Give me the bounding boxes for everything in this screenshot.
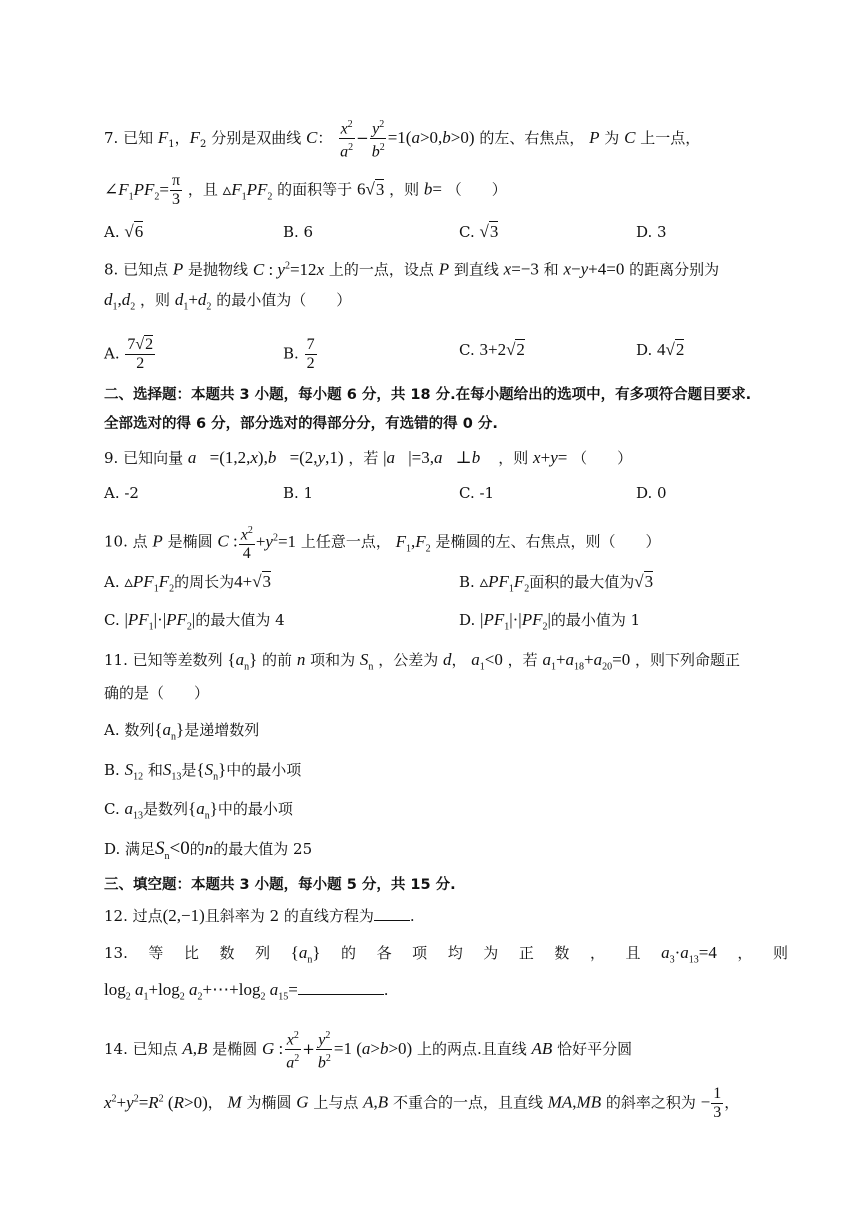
q7-option-a: A. √6	[104, 222, 144, 241]
q8-line2: $d_1,d_2$ ，则 $d_1+d_2$ 的最小值为（ ）	[104, 290, 352, 313]
q12-text: 且斜率为 2 的直线方程为	[204, 907, 374, 925]
q9-option-a: A. -2	[104, 484, 139, 502]
q10-option-c: C. $|PF_1|\cdot|PF_2|$的最大值为 4	[104, 610, 285, 633]
q11-text: 的前	[262, 651, 293, 669]
q11-line2: 确的是（ ）	[104, 684, 210, 702]
q9-text: ，若	[348, 449, 379, 467]
q10-text: 是椭圆	[167, 532, 213, 551]
q10-option-d: D. $|PF_1|\cdot|PF_2|$的最小值为 1	[459, 610, 641, 633]
q7-text: 上一点，	[640, 128, 701, 147]
q12-line1: 12. 过点(2,−1)且斜率为 2 的直线方程为 .	[104, 906, 415, 925]
q11-text: ，若	[507, 651, 538, 669]
section2-heading: 二、选择题：本题共 3 小题，每小题 6 分，共 18 分.在每小题给出的选项中，有多项符合题目要求.	[104, 387, 752, 403]
q12-answer-blank[interactable]	[374, 920, 410, 921]
q9-line1: 9. 已知向量 a⃗=(1,2,x),b⃗=(2,y,1) ，若 |a⃗|=3,a⃗⊥b⃗ ，则 x+y= （ ）	[104, 448, 633, 467]
q14-text: 是椭圆	[212, 1039, 258, 1058]
q7-text: ，则	[389, 180, 420, 199]
q11-text: ，公差为	[378, 651, 439, 669]
q8-line1: 8. 已知点 P 是抛物线 C : $y^2=12x$ 上的一点，设点 P 到直线 x=−3 和 x−y+4=0 的距离分别为	[104, 259, 720, 279]
q9-option-c: C. -1	[459, 484, 495, 502]
q10-option-a: A. $▵PF_1F_2$的周长为4+√3	[104, 572, 272, 595]
section3-heading: 三、填空题：本题共 3 小题，每小题 5 分，共 15 分.	[104, 877, 456, 893]
q11-text: ，则下列命题正	[635, 651, 741, 669]
q8-text: 和	[543, 260, 559, 279]
q10-text: 10. 点	[104, 532, 148, 551]
q8-text: ，则	[140, 291, 171, 309]
q14-text: 为椭圆	[246, 1093, 292, 1112]
q10-text: 是椭圆的左、右焦点，则（ ）	[435, 532, 661, 551]
q10-option-b: B. $▵PF_1F_2$面积的最大值为√3	[459, 572, 654, 595]
q7-text: 分别是双曲线	[211, 128, 302, 147]
q11-option-d: D. 满足$S_n<0$的n的最大值为 25	[104, 838, 313, 862]
q9-text: （ ）	[572, 449, 633, 467]
q13-answer-blank[interactable]	[298, 994, 384, 995]
q12-text: 12. 过点	[104, 907, 163, 925]
q7-line1: 7. 已知 $F_1$，$F_2$ 分别是双曲线 C： $\frac{x^2}{a^2}$ − $\frac{y^2}{b^2}$ =1(a>0,b>0) 的左、右焦点， P 为 C 上一点，	[104, 116, 788, 162]
q8-option-c: C. 3+2√2	[459, 340, 525, 359]
q8-text: 到直线	[453, 260, 499, 279]
q11-option-b: B. $S_{12}$ 和$S_{13}$是$\{S_n\}$中的最小项	[104, 760, 302, 783]
q14-line1: 14. 已知点 A,B 是椭圆 G : $\frac{x^2}{a^2}$ + $\frac{y^2}{b^2}$ =1 (a>b>0) 上的两点.且直线 AB 恰好平分圆	[104, 1027, 788, 1073]
q7-fraction-y: $\frac{y^2}{b^2}$	[370, 116, 387, 162]
q7-text: 的左、右焦点，	[479, 128, 585, 147]
q8-option-b: B. $\frac{7}{2}$	[283, 336, 315, 372]
q8-text: 的距离分别为	[629, 260, 720, 279]
q11-text: 11. 已知等差数列	[104, 651, 223, 669]
q7-text: （ ）	[446, 180, 507, 199]
q9-text: ，则	[498, 449, 529, 467]
q11-option-c: C. $a_{13}$是数列$\{a_n\}$中的最小项	[104, 799, 293, 822]
q7-text: 的面积等于	[277, 180, 353, 199]
q8-text: 是抛物线	[188, 260, 249, 279]
q7-option-c: C. √3	[459, 222, 499, 241]
q7-option-b: B. 6	[283, 223, 314, 241]
q7-text: 为	[604, 128, 620, 147]
q7-fraction-x: $\frac{x^2}{a^2}$	[338, 116, 355, 162]
q14-text: 上与点	[313, 1093, 359, 1112]
q8-text: 上的一点，设点	[328, 260, 434, 279]
q10-text: 上任意一点，	[300, 532, 391, 551]
q8-option-a: A. $\frac{7√2}{2}$	[104, 336, 154, 372]
q13-line1: 13. 等 比 数 列 $\{a_n\}$ 的 各 项 均 为 正 数 ， 且 $a_3\cdot a_{13}=4$ ， 则	[104, 943, 788, 966]
section2-heading-2: 全部选对的得 6 分，部分选对的得部分分，有选错的得 0 分.	[104, 416, 498, 432]
q8-text: 的最小值为（ ）	[216, 291, 352, 309]
q14-text: 上的两点.且直线	[416, 1039, 527, 1058]
q14-line2: $x^2+y^2=R^2$ (R>0)， M 为椭圆 G 上与点 A,B 不重合的一点，且直线 MA,MB 的斜率之积为 − $\frac{1}{3}$ ，	[104, 1085, 740, 1121]
q9-option-b: B. 1	[283, 484, 314, 502]
q11-text: 项和为	[310, 651, 356, 669]
q10-line1: 10. 点 P 是椭圆 C : $\frac{x^2}{4}$ $+y^2=1$ 上任意一点， $F_1,F_2$ 是椭圆的左、右焦点，则（ ）	[104, 522, 788, 563]
q7-text: 7. 已知	[104, 128, 154, 147]
q11-line1: 11. 已知等差数列 $\{a_n\}$ 的前 n 项和为 $S_n$ ，公差为 d， $a_1<0$ ，若 $a_1+a_{18}+a_{20}=0$ ，则下列命题正	[104, 650, 741, 673]
q7-text: ，且	[187, 180, 218, 199]
q8-text: 8. 已知点	[104, 260, 169, 279]
q9-option-d: D. 0	[636, 484, 667, 502]
q14-text: 恰好平分圆	[557, 1039, 633, 1058]
q13-line2: $\log_2 a_1+\log_2$ $a_2+\cdots+\log_2$ $a_{15}=$ .	[104, 980, 389, 1003]
q8-option-d: D. 4√2	[636, 340, 685, 359]
q14-text: 的斜率之积为	[605, 1093, 696, 1112]
q14-text: 不重合的一点，且直线	[392, 1093, 543, 1112]
q14-text: 14. 已知点	[104, 1039, 178, 1058]
q7-option-d: D. 3	[636, 223, 667, 241]
q9-text: 9. 已知向量	[104, 449, 184, 467]
q7-line2: $\angle F_1PF_2=$ $\frac{\pi}{3}$ ，且 $▵F_1PF_2$ 的面积等于 6√3 ，则 b= （ ）	[104, 172, 507, 208]
q11-option-a: A. 数列$\{a_n\}$是递增数列	[104, 720, 260, 743]
